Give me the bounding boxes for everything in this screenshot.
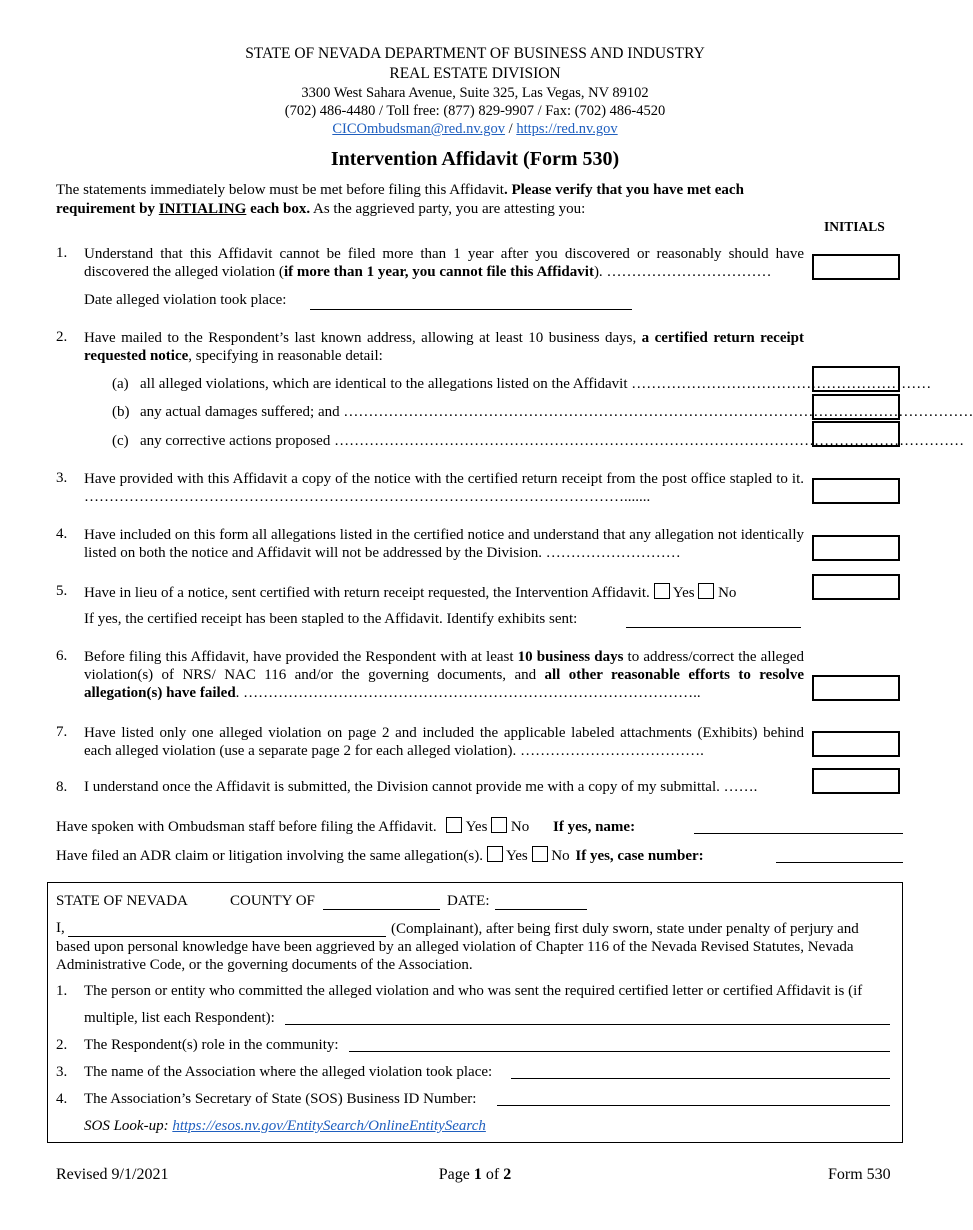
item-5-yes-checkbox[interactable] — [654, 583, 670, 599]
item-5-initials-box[interactable] — [812, 574, 900, 600]
item-8-number: 8. — [56, 779, 68, 795]
date-field[interactable] — [495, 909, 587, 910]
date-label: DATE: — [447, 893, 490, 909]
item-3-text: Have provided with this Affidavit a copy of the notice with the certified return receipt from the post office stapled to it. ………………………………………………………………………………………………....... — [84, 471, 804, 505]
state-label: STATE OF NEVADA — [56, 893, 188, 909]
item-2b-label: (b) — [112, 404, 130, 420]
item-7-initials-box[interactable] — [812, 731, 900, 757]
division-name: REAL ESTATE DIVISION — [389, 65, 561, 82]
ombudsman-name-field[interactable] — [694, 833, 903, 834]
date-violation-field[interactable] — [310, 309, 632, 310]
adr-yes-label: Yes — [505, 848, 528, 864]
association-field[interactable] — [511, 1078, 890, 1079]
page-number: Page 1 of 2 — [438, 1166, 512, 1183]
website-link[interactable]: https://red.nv.gov — [516, 121, 618, 137]
item-2c-label: (c) — [112, 433, 129, 449]
sos-question: The Association’s Secretary of State (SOS) Business ID Number: — [84, 1091, 477, 1107]
item-6-text: Before filing this Affidavit, have provided the Respondent with at least 10 business days to address/correct the alleged violation(s) of NRS/ NAC 116 and/or the governing documents, and all other reasonable efforts to resolve allegation(s) have failed. ……………………………………………………………………………….. — [84, 649, 804, 701]
item-2c-initials-box[interactable] — [812, 421, 900, 447]
item-4-initials-box[interactable] — [812, 535, 900, 561]
initials-heading: INITIALS — [824, 219, 885, 234]
link-separator: / — [508, 121, 513, 137]
role-field[interactable] — [349, 1051, 890, 1052]
agency-name: STATE OF NEVADA DEPARTMENT OF BUSINESS AND INDUSTRY — [245, 45, 705, 62]
sos-field[interactable] — [497, 1105, 890, 1106]
item-3-number: 3. — [56, 470, 68, 486]
item-8-initials-box[interactable] — [812, 768, 900, 794]
item-6-initials-box[interactable] — [812, 675, 900, 701]
adr-yes-checkbox[interactable] — [487, 846, 503, 862]
form-number: Form 530 — [828, 1166, 891, 1183]
adr-case-label: If yes, case number: — [575, 848, 704, 864]
respondent-question-cont: multiple, list each Respondent): — [84, 1010, 275, 1026]
exhibits-field[interactable] — [626, 627, 801, 628]
association-number: 3. — [56, 1064, 68, 1080]
form-title: Intervention Affidavit (Form 530) — [330, 148, 620, 170]
item-4-text: Have included on this form all allegations listed in the certified notice and understand that any allegation not identically listed on both the notice and Affidavit will not be addressed by the Division. ……………………… — [84, 527, 804, 561]
item-1-number: 1. — [56, 245, 68, 261]
sos-lookup: SOS Look-up: https://esos.nv.gov/EntitySearch/OnlineEntitySearch — [84, 1118, 486, 1134]
sos-number: 4. — [56, 1091, 68, 1107]
respondent-number: 1. — [56, 983, 68, 999]
contact-links — [0, 121, 950, 138]
item-7-number: 7. — [56, 724, 68, 740]
ombudsman-no-checkbox[interactable] — [491, 817, 507, 833]
exhibits-label: If yes, the certified receipt has been stapled to the Affidavit. Identify exhibits sent: — [84, 611, 578, 627]
email-link[interactable]: CICOmbudsman@red.nv.gov — [332, 121, 506, 137]
item-2-number: 2. — [56, 329, 68, 345]
adr-no-label: No — [551, 848, 570, 864]
respondent-question: The person or entity who committed the alleged violation and who was sent the required certified letter or certified Affidavit is (if — [84, 983, 863, 999]
item-5-text: Have in lieu of a notice, sent certified with return receipt requested, the Intervention Affidavit. Yes No — [84, 585, 737, 601]
ombudsman-name-label: If yes, name: — [553, 819, 636, 835]
adr-question: Have filed an ADR claim or litigation involving the same allegation(s). Yes No If yes, case number: — [56, 848, 704, 864]
item-2b-initials-box[interactable] — [812, 394, 900, 420]
item-2a-text: all alleged violations, which are identical to the allegations listed on the Affidavit …………………………………………………… — [140, 376, 932, 392]
item-1-initials-box[interactable] — [812, 254, 900, 280]
ombudsman-question: Have spoken with Ombudsman staff before filing the Affidavit. Yes No If yes, name: — [56, 819, 636, 835]
item-4-number: 4. — [56, 526, 68, 542]
county-label: COUNTY OF — [230, 893, 315, 909]
respondent-field[interactable] — [285, 1024, 890, 1025]
sos-lookup-link[interactable]: https://esos.nv.gov/EntitySearch/OnlineEntitySearch — [172, 1118, 486, 1134]
item-5-number: 5. — [56, 583, 68, 599]
agency-phones: (702) 486-4480 / Toll free: (877) 829-9907 / Fax: (702) 486-4520 — [284, 103, 666, 119]
item-7-text: Have listed only one alleged violation on page 2 and included the applicable labeled attachments (Exhibits) behind each alleged violation (use a separate page 2 for each alleged violation). ………………………………. — [84, 725, 804, 759]
item-6-number: 6. — [56, 648, 68, 664]
adr-case-field[interactable] — [776, 862, 903, 863]
item-2a-initials-box[interactable] — [812, 366, 900, 392]
item-2b-text: any actual damages suffered; and ……………………………………………………………………………………………………………… — [140, 404, 973, 420]
ombudsman-yes-label: Yes — [465, 819, 488, 835]
item-3-initials-box[interactable] — [812, 478, 900, 504]
adr-no-checkbox[interactable] — [532, 846, 548, 862]
item-5-no-checkbox[interactable] — [698, 583, 714, 599]
association-question: The name of the Association where the alleged violation took place: — [84, 1064, 493, 1080]
item-5-yes-label: Yes — [672, 585, 695, 601]
date-violation-label: Date alleged violation took place: — [84, 292, 287, 308]
item-1-text: Understand that this Affidavit cannot be filed more than 1 year after you discovered or reasonably should have discovered the alleged violation (if more than 1 year, you cannot file this Affidavit). …………………………… — [84, 246, 804, 280]
county-field[interactable] — [323, 909, 440, 910]
item-2c-text: any corrective actions proposed ……………………………………………………………………………………………………………… — [140, 433, 965, 449]
ombudsman-yes-checkbox[interactable] — [446, 817, 462, 833]
item-2a-label: (a) — [112, 376, 129, 392]
revised-date: Revised 9/1/2021 — [56, 1166, 169, 1183]
sworn-statement-text: (Complainant), after being first duly sworn, state under penalty of perjury and based upon personal knowledge have been aggrieved by an alleged violation of Chapter 116 of the Nevada Revised Statutes, Nevada Administrative Code, or the governing documents of the Association. — [56, 921, 859, 973]
complainant-prefix: I, — [56, 920, 65, 936]
item-8-text: I understand once the Affidavit is submitted, the Division cannot provide me with a copy of my submittal. ……. — [84, 779, 758, 795]
agency-address: 3300 West Sahara Avenue, Suite 325, Las Vegas, NV 89102 — [301, 85, 649, 101]
item-2-text: Have mailed to the Respondent’s last known address, allowing at least 10 business days, a certified return receipt requested notice, specifying in reasonable detail: — [84, 330, 805, 364]
role-number: 2. — [56, 1037, 68, 1053]
ombudsman-no-label: No — [510, 819, 530, 835]
role-question: The Respondent(s) role in the community: — [84, 1037, 339, 1053]
intro-text: The statements immediately below must be met before filing this Affidavit. Please verify that you have met each requirement by INITIALING each box. As the aggrieved party, you are attesting you: — [56, 182, 744, 217]
item-5-no-label: No — [718, 585, 737, 601]
